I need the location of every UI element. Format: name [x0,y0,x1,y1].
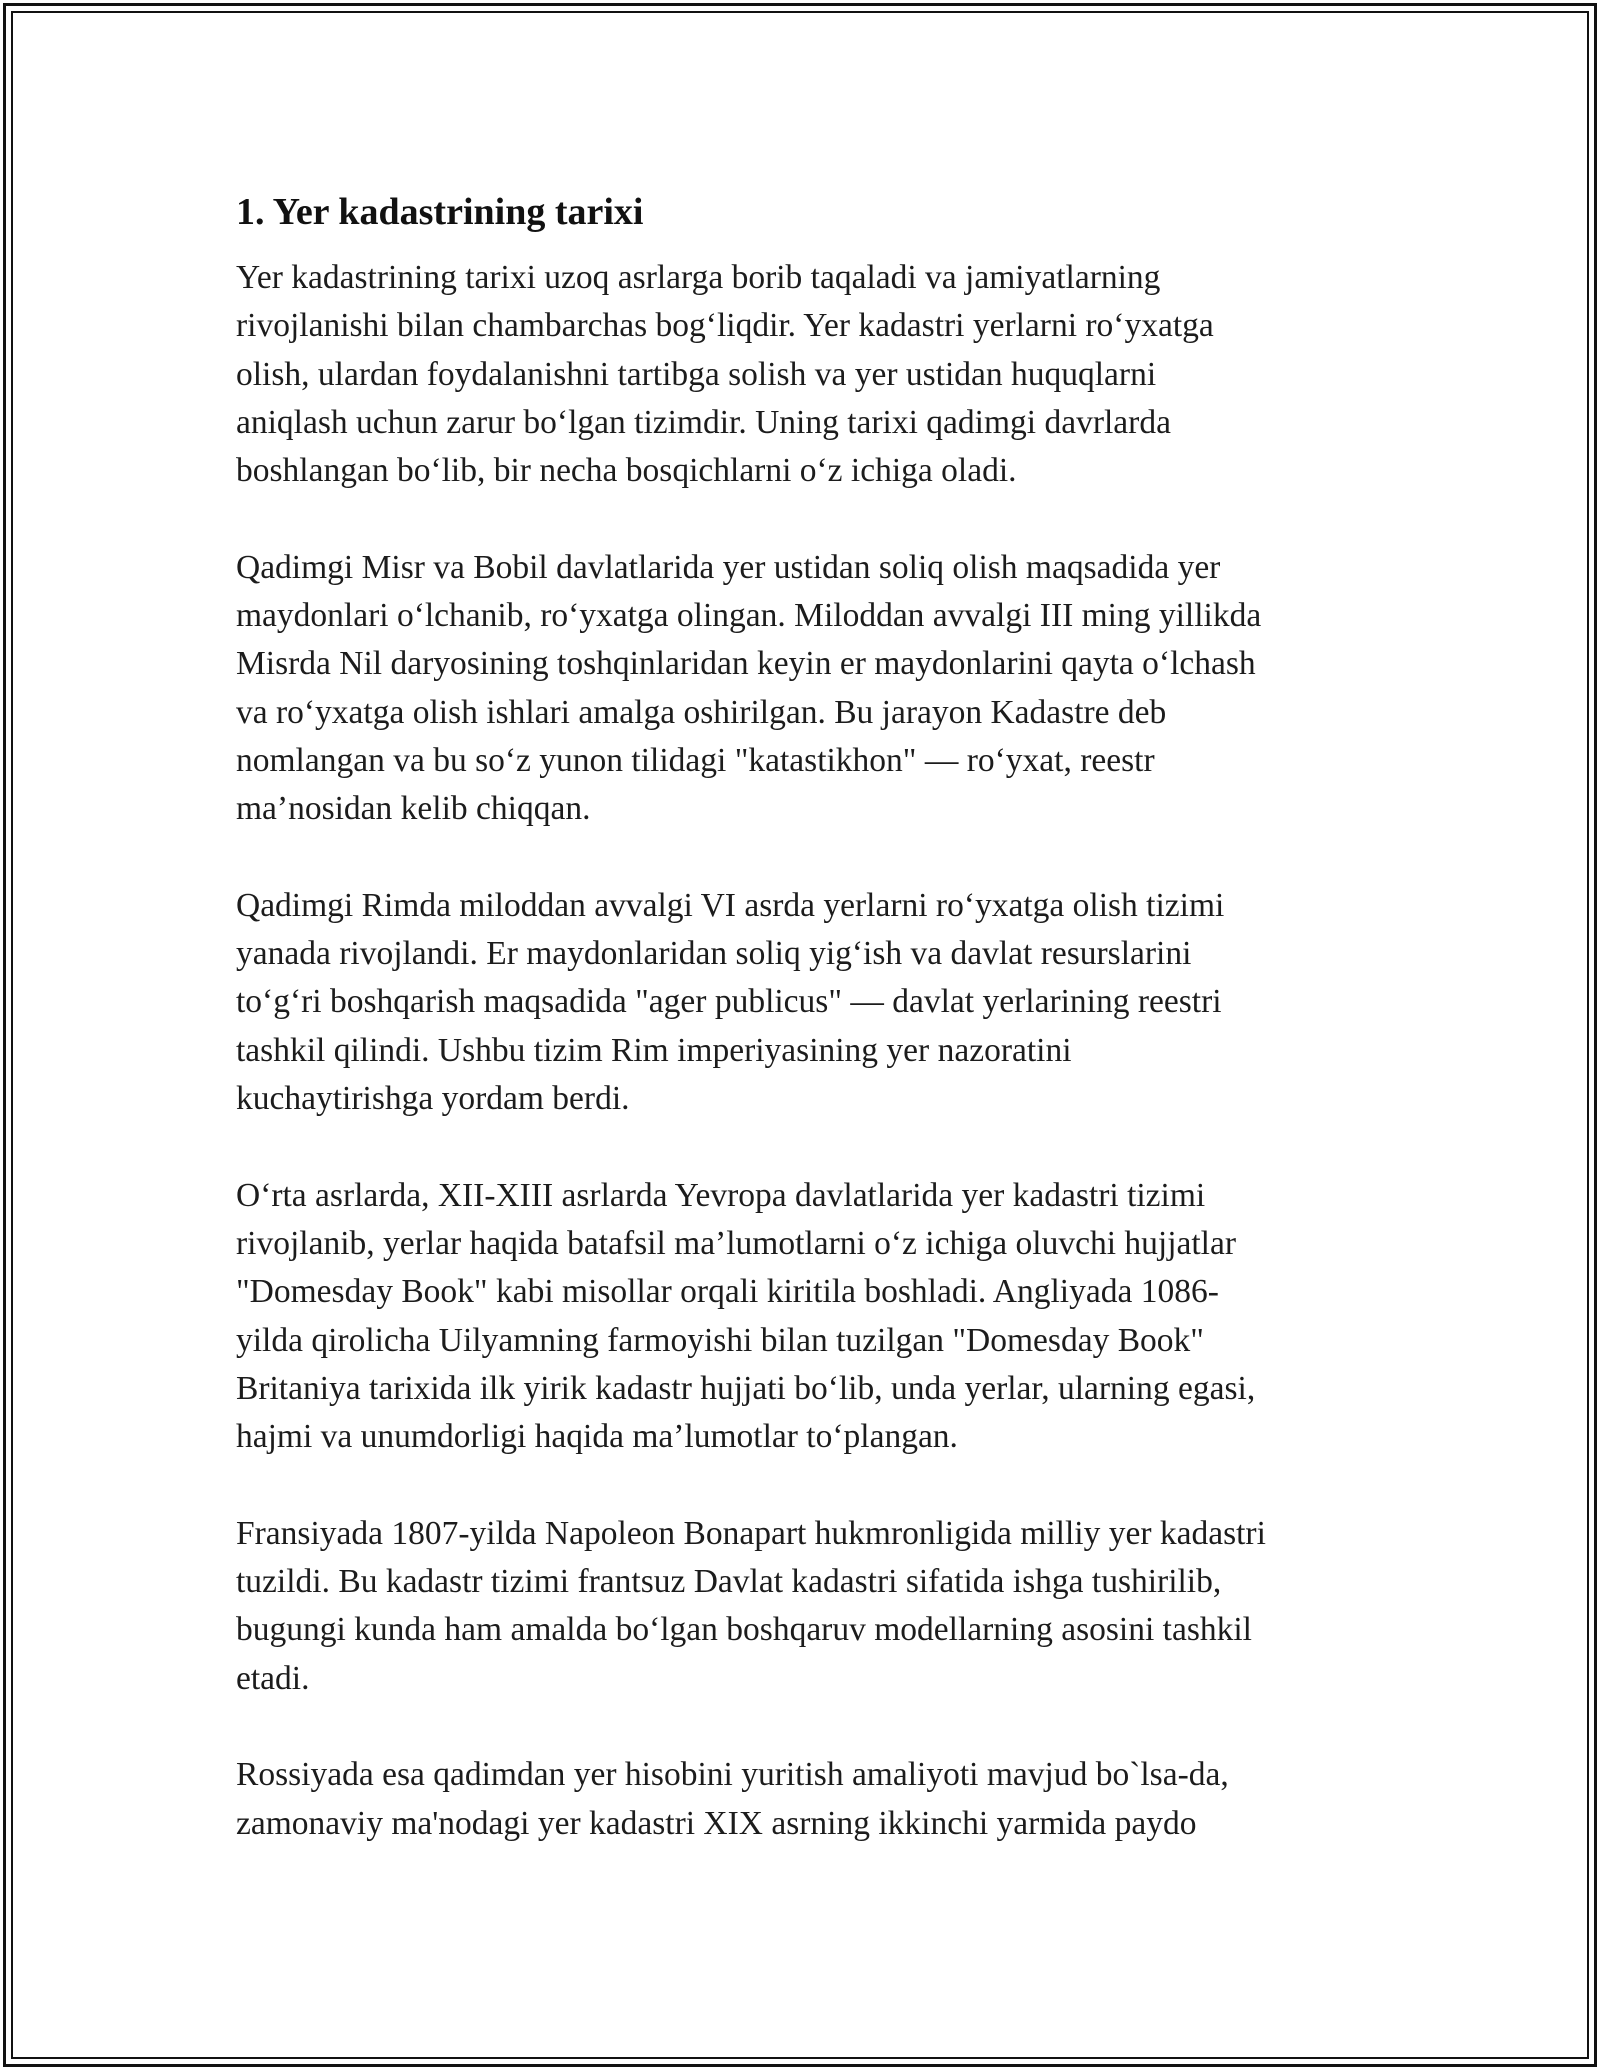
paragraph-middle-ages: O‘rta asrlarda, XII-XIII asrlarda Yevropa davlatlarida yer kadastri tizimi rivojlanib, yerlar haqida batafsil ma’lumotlarni o‘z ichiga oluvchi hujjatlar "Domesday Book" kabi misollar orqali kiritila boshladi. Angliyada 1086- yilda qirolicha Uilyamning farmoyishi bilan tuzilgan "Domesday Book" Britaniya tarixida ilk yirik kadastr hujjati bo‘lib, unda yerlar, ularning egasi, hajmi va unumdorligi haqida ma’lumotlar to‘plangan. [236,1176,1256,1456]
document-body [236,186,1376,1896]
paragraph-rome: Qadimgi Rimda miloddan avvalgi VI asrda yerlarni ro‘yxatga olish tizimi yanada rivojlandi. Er maydonlaridan soliq yig‘ish va davlat resurslarini to‘g‘ri boshqarish maqsadida "ager publicus" — davlat yerlarining reestri tashkil qilindi. Ushbu tizim Rim imperiyasining yer nazoratini kuchaytirishga yordam berdi. [236,886,1225,1118]
paragraph-egypt-babylon: Qadimgi Misr va Bobil davlatlarida yer ustidan soliq olish maqsadida yer maydonlari o‘lchanib, ro‘yxatga olingan. Miloddan avvalgi III ming yillikda Misrda Nil daryosining toshqinlaridan keyin er maydonlarini qayta o‘lchash va ro‘yxatga olish ishlari amalga oshirilgan. Bu jarayon Kadastre deb nomlangan va bu so‘z yunon tilidagi "katastikhon" — ro‘yxat, reestr ma’nosidan kelib chiqqan. [236,548,1262,828]
paragraph-russia: Rossiyada esa qadimdan yer hisobini yuritish amaliyoti mavjud bo`lsa-da, zamonaviy ma'nodagi yer kadastri XIX asrning ikkinchi yarmida paydo [236,1756,1229,1842]
paragraph-intro: Yer kadastrining tarixi uzoq asrlarga borib taqaladi va jamiyatlarning rivojlanishi bilan chambarchas bog‘liqdir. Yer kadastri yerlarni ro‘yxatga olish, ulardan foydalanishni tartibga solish va yer ustidan huquqlarni aniqlash uchun zarur bo‘lgan tizimdir. Uning tarixi qadimgi davrlarda boshlangan bo‘lib, bir necha bosqichlarni o‘z ichiga oladi. [236,259,1214,490]
section-title: 1. Yer kadastrining tarixi [236,191,644,233]
paragraph-france: Fransiyada 1807-yilda Napoleon Bonapart hukmronligida milliy yer kadastri tuzildi. Bu kadastr tizimi frantsuz Davlat kadastri sifatida ishga tushirilib, bugungi kunda ham amalda bo‘lgan boshqaruv modellarning asosini tashkil etadi. [236,1514,1266,1697]
